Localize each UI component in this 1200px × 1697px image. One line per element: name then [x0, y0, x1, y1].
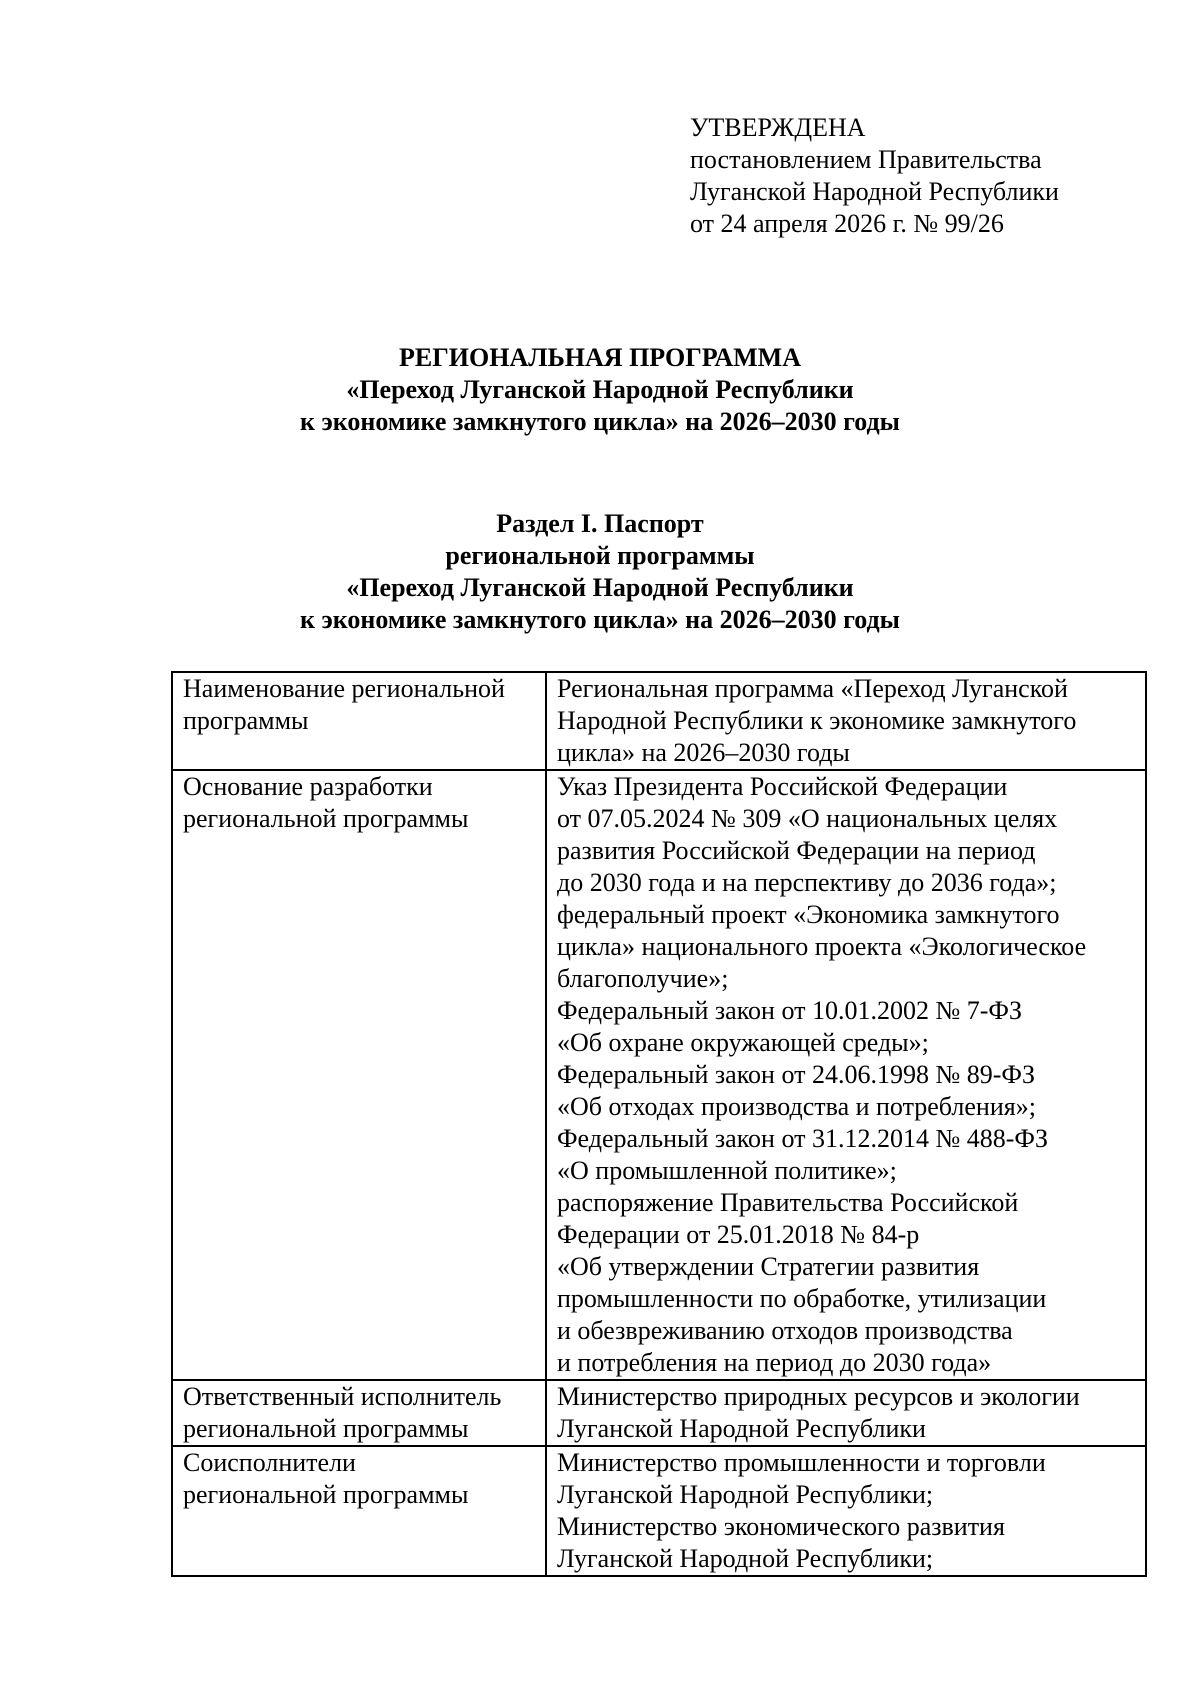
label-line: программы: [183, 706, 309, 735]
row-label: [172, 1446, 546, 1576]
section-line: Раздел I. Паспорт: [496, 509, 704, 538]
value-line: распоряжение Правительства Российской: [557, 1188, 1019, 1217]
value-line: Министерство промышленности и торговли: [557, 1448, 1046, 1477]
value-line: Луганской Народной Республики;: [557, 1544, 934, 1573]
value-line: Луганской Народной Республики: [557, 1414, 926, 1443]
label-line: региональной программы: [183, 1480, 469, 1509]
row-label: [172, 1380, 546, 1446]
value-line: Указ Президента Российской Федерации: [557, 772, 1008, 801]
title-line: к экономике замкнутого цикла» на 2026–2030 годы: [300, 407, 900, 436]
value-line: «Об отходах производства и потребления»;: [557, 1092, 1036, 1121]
value-line: от 07.05.2024 № 309 «О национальных целях: [557, 804, 1058, 833]
row-value: [546, 672, 1146, 770]
approval-line: от 24 апреля 2026 г. № 99/26: [690, 209, 1004, 238]
title-line: РЕГИОНАЛЬНАЯ ПРОГРАММА: [399, 343, 801, 372]
row-value: [546, 770, 1146, 1380]
value-line: Министерство природных ресурсов и экологии: [557, 1382, 1080, 1411]
value-line: Федерации от 25.01.2018 № 84-р: [557, 1220, 920, 1249]
approval-line: УТВЕРЖДЕНА: [690, 113, 866, 142]
value-line: благополучие»;: [557, 964, 729, 993]
table-row: [172, 1380, 1146, 1446]
value-line: до 2030 года и на перспективу до 2036 года»;: [557, 868, 1057, 897]
value-line: Луганской Народной Республики;: [557, 1480, 934, 1509]
label-line: Основание разработки: [183, 772, 433, 801]
value-line: Народной Республики к экономике замкнутого: [557, 706, 1077, 735]
value-line: и потребления на период до 2030 года»: [557, 1348, 992, 1377]
document-title: [0, 342, 1200, 438]
value-line: федеральный проект «Экономика замкнутого: [557, 900, 1060, 929]
approval-stamp: [690, 112, 1059, 240]
table-row: [172, 672, 1146, 770]
row-value: [546, 1380, 1146, 1446]
row-label: [172, 672, 546, 770]
label-line: региональной программы: [183, 804, 469, 833]
row-label: [172, 770, 546, 1380]
value-line: Федеральный закон от 10.01.2002 № 7-ФЗ: [557, 996, 1022, 1025]
table-row: [172, 770, 1146, 1380]
section-line: «Переход Луганской Народной Республики: [346, 573, 854, 602]
value-line: «О промышленной политике»;: [557, 1156, 897, 1185]
approval-line: постановлением Правительства: [690, 145, 1042, 174]
label-line: Наименование региональной: [183, 674, 505, 703]
value-line: промышленности по обработке, утилизации: [557, 1284, 1047, 1313]
value-line: «Об утверждении Стратегии развития: [557, 1252, 980, 1281]
section-line: региональной программы: [445, 541, 755, 570]
title-line: «Переход Луганской Народной Республики: [346, 375, 854, 404]
label-line: региональной программы: [183, 1414, 469, 1443]
value-line: и обезвреживанию отходов производства: [557, 1316, 1013, 1345]
section-heading: [0, 508, 1200, 636]
row-value: [546, 1446, 1146, 1576]
table-row: [172, 1446, 1146, 1576]
value-line: развития Российской Федерации на период: [557, 836, 1036, 865]
value-line: «Об охране окружающей среды»;: [557, 1028, 929, 1057]
value-line: Федеральный закон от 24.06.1998 № 89-ФЗ: [557, 1060, 1035, 1089]
value-line: Федеральный закон от 31.12.2014 № 488-ФЗ: [557, 1124, 1048, 1153]
label-line: Соисполнители: [183, 1448, 356, 1477]
value-line: Региональная программа «Переход Луганской: [557, 674, 1068, 703]
value-line: Министерство экономического развития: [557, 1512, 1005, 1541]
approval-line: Луганской Народной Республики: [690, 177, 1059, 206]
label-line: Ответственный исполнитель: [183, 1382, 502, 1411]
value-line: цикла» национального проекта «Экологическое: [557, 932, 1087, 961]
value-line: цикла» на 2026–2030 годы: [557, 738, 850, 767]
passport-table: [171, 671, 1147, 1577]
section-line: к экономике замкнутого цикла» на 2026–2030 годы: [300, 605, 900, 634]
